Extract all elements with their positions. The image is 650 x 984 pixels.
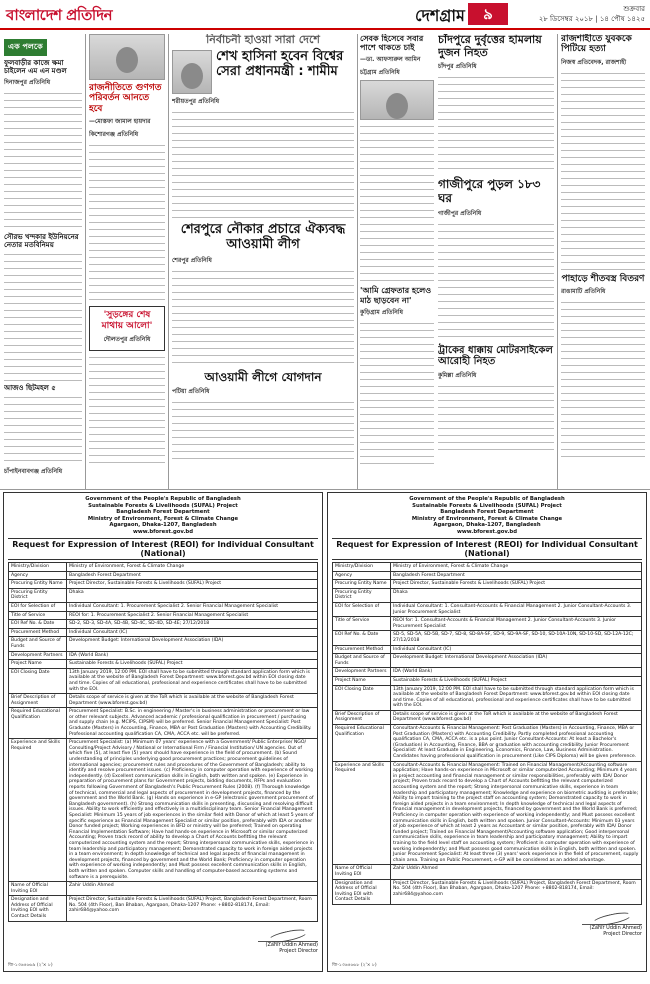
notice-row [9, 668, 318, 693]
notice-row [333, 631, 642, 645]
notice-row [9, 637, 318, 651]
winter-headline: পাহাড়ে শীতবস্ত্র বিতরণ [561, 273, 645, 284]
notice-row-key: EOI Closing Date [333, 685, 391, 710]
notice-header-line: Bangladesh Forest Department [440, 509, 534, 515]
notice-row-value: Individual Consultant (IC) [67, 628, 318, 637]
notice-row-value: SD-5, SD-5A, SD-5B, SD-7, SD-8, SD-8A-SF, SD-9, SD-9A-SF, SD-10, SD-10A-10N, SD-10-SD, SD-12A-12C; 27/12/2018 [391, 631, 642, 645]
signature-mark [582, 911, 642, 925]
notice-row-value: Project Director, Sustainable Forests & Livelihoods (SUFAL) Project, Bangladesh Forest Department, Room No. 504 (4th Floor), Ban Bhaban, Agargaon, Dhaka-1207 Phone: +8802-818174, Email: zahir684@yahoo.com [67, 896, 318, 921]
notice-row-value: Individual Consultant: 1. Procurement Specialist 2. Senior Financial Management Specialist [67, 602, 318, 611]
notice-row [333, 668, 642, 677]
murder-byline: নিজস্ব প্রতিবেদক, রাজশাহী [561, 58, 627, 66]
lead-header [172, 50, 354, 94]
date-day: শুক্রবার [623, 5, 645, 13]
notice-header-line: Ministry of Environment, Forest & Climate Change [411, 515, 563, 522]
notice-row [9, 651, 318, 660]
notice-right-signature [332, 911, 642, 937]
notice-row [9, 882, 318, 896]
notice-row [9, 660, 318, 669]
notice-row [333, 617, 642, 631]
notice-row [9, 580, 318, 589]
notice-row-value: Dhaka [67, 588, 318, 602]
notice-row-key: EOI for Selection of [9, 602, 67, 611]
candidate-photo [360, 80, 434, 120]
notice-header-line: Sustainable Forests & Livelihoods (SUFAL) Project [412, 502, 562, 509]
notice-row-key: Procuring Entity Name [333, 580, 391, 589]
notice-left-signature [8, 928, 318, 954]
book-ad [89, 306, 165, 351]
book-ad-byline: দৌলতপুর প্রতিনিধি [103, 335, 151, 343]
notice-row [333, 685, 642, 710]
notice-header-line: Agargaon, Dhaka-1207, Bangladesh [109, 522, 217, 528]
fire-body [438, 221, 554, 341]
notice-row-key: Procuring Entity District [333, 588, 391, 602]
notice-row-key: Name of Official Inviting EOI [9, 882, 67, 896]
notice-row-value: Zahir Uddin Ahmed [67, 882, 318, 896]
notice-left-title: Request for Expression of Interest (REOI) for Individual Consultant (National) [8, 538, 318, 560]
notice-right-ref: জি-১৩৬৪৬৬৮ (২'× ৮) [332, 963, 377, 968]
notice-row-value: REOI for: 1. Consultant-Accounts & Financial Management 2. Junior Consultant-Accounts 3. Junior Procurement Specialist [391, 617, 642, 631]
notice-row-value: REOI for: 1. Procurement Specialist 2. Senior Financial Management Specialist [67, 611, 318, 620]
notice-row-key: Development Partners [333, 668, 391, 677]
notice-row [333, 571, 642, 580]
notice-row-value: Bangladesh Forest Department [67, 571, 318, 580]
notice-row-value: 13th January 2019, 12:00 PM. EOI shall have to be submitted through standard application form which is available at the website of Bangladesh Forest Department: www.bforest.gov.bd within EOI closing date and time. Copies of all educational, professional and experience certificates shall have to be submitted with the EOI. [67, 668, 318, 693]
candidate-speaker: —ডা. আফসারুল আমিন [360, 56, 421, 64]
lead-kicker: নির্বাচনী হাওয়া সারা দেশে [206, 34, 320, 46]
book-body [89, 354, 165, 464]
notice-row [9, 571, 318, 580]
notice-left-table [8, 562, 318, 922]
notice-row-value: Dhaka [391, 588, 642, 602]
notice-row [333, 761, 642, 865]
brief3-headline: আজও ছিটমহল ৫ [4, 384, 56, 393]
column-candidates [360, 34, 434, 489]
notice-row-key: Required Educational Qualification [333, 725, 391, 762]
notice-row-key: Project Name [333, 676, 391, 685]
brief3-body [4, 394, 82, 464]
notice-row-value: Details scope of service is given at the ToR which is available at the website of Bangladesh Forest Department (www.bforest.gov.bd) [67, 694, 318, 708]
murder-body [561, 70, 645, 270]
notice-header-line: www.bforest.gov.bd [456, 528, 518, 535]
notice-row [9, 739, 318, 882]
notice-right-title: Request for Expression of Interest (REOI) for Individual Consultant (National) [332, 538, 642, 560]
notice-header-line: Bangladesh Forest Department [116, 509, 210, 515]
column-rule [357, 34, 358, 489]
notice-row [9, 708, 318, 739]
notice-row-value: Consultant-Accounts & Financial Management: Post Graduation (Masters) in Accounting, Finance, MBA or Post Graduation (Masters) with Accounting Credibility. Partly completed professional accounting qualification CA, CMA, ACCA etc. is a plus point. Junior Consultant-Accounts: At least a Bachelor's (Graduation) in Accounting, Finance, BBA or graduation with accounting credibility. Junior Procurement Specialist: At least Graduate in Engineering, Economics, Finance, Law, Business Administration. Candidates having professional qualification in procurement (Like CIPS Diploma) will be given preference. [391, 725, 642, 762]
section-divider [0, 489, 650, 490]
politics-byline: কিশোরগঞ্জ প্রতিনিধি [89, 131, 139, 139]
notice-header-line: Ministry of Environment, Forest & Climate Change [87, 515, 239, 522]
book-ad-title: 'সুড়ঙ্গের শেষ মাথায় আলো' [101, 310, 153, 331]
notice-row-key: Procurement Method [9, 628, 67, 637]
notice-row-value: Development Budget: International Development Association (IDA) [391, 654, 642, 668]
notice-row-value: Ministry of Environment, Forest & Climate Change [391, 563, 642, 572]
section-name: দেশগ্রাম [415, 6, 465, 25]
notice-row-value: Project Director, Sustainable Forests & Livelihoods (SUFAL) Project [391, 580, 642, 589]
notice-row-value: Development Budget: International Development Association (IDA) [67, 637, 318, 651]
page-number: ৯ [468, 3, 508, 25]
lead-story [172, 34, 354, 489]
politics-body [89, 142, 165, 302]
notice-row-key: Title of Service [333, 617, 391, 631]
notice-row [333, 580, 642, 589]
notice-row-key: Project Name [9, 660, 67, 669]
notice-row-value: Individual Consultant (IC) [391, 645, 642, 654]
brief3-byline: চাঁপাইনবাবগঞ্জ প্রতিনিধি [4, 468, 63, 476]
column-politics [89, 34, 165, 489]
notice-row-key: Ministry/Division [333, 563, 391, 572]
signature-title: Project Director [603, 930, 642, 937]
notice-row [9, 611, 318, 620]
notice-row [333, 710, 642, 724]
notice-left [3, 492, 323, 972]
notice-row [333, 602, 642, 616]
sub-headline: শেরপুরে নৌকার প্রচারে ঐক্যবদ্ধ আওয়ামী লীগ [180, 221, 346, 252]
signature-mark [258, 928, 318, 942]
notice-row-key: EOI Closing Date [9, 668, 67, 693]
notice-left-ref: জি-১৩৬৪৬৬৯ (২'× ৮) [8, 963, 53, 968]
notice-row-value: Consultant-Accounts & Financial Management: Trained on Financial Management/Accounting software application; Have hands-on experience in Microsoft or similar computerized Accounting; Minimum 4 years in project accounting and financial management or similar responsibilities, preferably with IDA/ Donor project; Proven track record to develop a Chart of Accounts befitting the relevant computerized accounting system and the report; Strong interpersonal communicative skills, experience in team leadership and participatory management; Knowledge and experience on biometric auditing is preferable; Ability to impart training to the project staff on accounting system; Demonstrated capacity to work in foreign aided projects in a team environment; In depth knowledge of technical and legal aspects of financial management in development projects, financed by government and the World Bank is preferred; Proficiency in computer operation with experience of working independently; and Must possess excellent communication skills in English, both written and spoken. Junior Consultant-Accounts: Minimum 03 years of job experience of which at least 2 years as Accountant or similar position, preferably with IDA/ Donor funded project; Trained on Financial Management/Accounting software application; Good interpersonal communicative skills, experience in team leadership and participatory management; Ability to impart training to the field level staff on accounting system; Proficient in computer operation with experience of working independently; and Must possess good communication skills in English, both written and spoken. Junior Procurement Specialist: At least three (3) years' work experience in the field of procurement, supply chain area. Training on Public Procurement, e-GP will be considered as an added advantage. [391, 761, 642, 865]
notice-row-key: Brief Description of Assignment [333, 710, 391, 724]
notice-row-key: EOI Ref No. & Date [333, 631, 391, 645]
signature-title: Project Director [279, 947, 318, 954]
column-rule [168, 34, 169, 489]
column-crime [438, 34, 554, 489]
candidate-byline: চট্টগ্রাম প্রতিনিধি [360, 69, 400, 77]
arrest-body [360, 320, 434, 470]
fire-headline: গাজীপুরে পুড়ল ১৮৩ ঘর [438, 177, 541, 206]
lead-body [172, 109, 354, 219]
notice-row-value: Zahir Uddin Ahmed [391, 865, 642, 879]
notice-row [333, 563, 642, 572]
notice-row-value: IDA (World Bank) [67, 651, 318, 660]
brief2-body [4, 251, 82, 381]
winter-byline: রাঙামাটি প্রতিনিধি [561, 288, 606, 296]
notice-row-key: Experience and Skills Required [9, 739, 67, 882]
notice-row [9, 896, 318, 921]
notice-row [333, 879, 642, 904]
notice-row-key: Procuring Entity Name [9, 580, 67, 589]
notice-row-key: Ministry/Division [9, 563, 67, 572]
accident-byline: কুমিল্লা প্রতিনিধি [438, 371, 477, 379]
accident-headline: ট্রাকের ধাক্কায় মোটরসাইকেল আরোহী নিহত [438, 344, 553, 368]
notice-header-line: Government of the People's Republic of Bangladesh [85, 496, 241, 502]
notice-row-key: Agency [333, 571, 391, 580]
attack-body [438, 74, 554, 174]
notice-header-line: Government of the People's Republic of Bangladesh [409, 496, 565, 502]
lead-byline: শরীয়তপুর প্রতিনিধি [172, 97, 220, 105]
column-rule [85, 34, 86, 489]
sub2-headline: আওয়ামী লীগে যোগদান [204, 369, 322, 384]
notice-row-key: Procuring Entity District [9, 588, 67, 602]
notice-row [9, 602, 318, 611]
notice-header-line: Sustainable Forests & Livelihoods (SUFAL) Project [88, 502, 238, 509]
arrest-headline: 'আমি গ্রেফতার হলেও মাঠ ছাড়বেন না' [360, 286, 432, 305]
date-full: ২৮ ডিসেম্বর ২০১৮ | ১৪ পৌষ ১৪২৫ [538, 15, 645, 23]
notice-row [9, 588, 318, 602]
arrest-byline: কুড়িগ্রাম প্রতিনিধি [360, 308, 403, 316]
accident-body [438, 383, 554, 453]
notice-row-value: Details scope of service is given at the ToR which is available at the website of Bangladesh Forest Department (www.bforest.gov.bd) [391, 710, 642, 724]
notice-row [9, 628, 318, 637]
notice-row [333, 676, 642, 685]
notice-row [333, 654, 642, 668]
signature-name: (Zahir Uddin Ahmed) [589, 924, 642, 931]
notice-row-key: EOI for Selection of [333, 602, 391, 616]
notice-right-table [332, 562, 642, 905]
politics-headline: রাজনীতিতে গুণগত পরিবর্তন আনতে হবে [89, 83, 162, 114]
murder-headline: রাজশাহীতে যুবককে পিটিয়ে হত্যা [561, 34, 632, 55]
brief1-body [4, 90, 82, 230]
notice-row-value: Project Director, Sustainable Forests & Livelihoods (SUFAL) Project [67, 580, 318, 589]
brief1-headline: ফুলবাড়ীর কাজে ক্ষমা চাইলেন এম এন মণ্ডল [4, 59, 67, 76]
column-briefs [4, 34, 82, 489]
notice-row-key: Designation and Address of Official Inviting EOI with Contact Details [9, 896, 67, 921]
notice-row-key: Brief Description of Assignment [9, 694, 67, 708]
notice-row-key: Agency [9, 571, 67, 580]
signature-name: (Zahir Uddin Ahmed) [265, 941, 318, 948]
notice-row-key: Budget and Source of Funds [9, 637, 67, 651]
paper-name: বাংলাদেশ প্রতিদিন [6, 6, 113, 24]
notice-header-line: Agargaon, Dhaka-1207, Bangladesh [433, 522, 541, 528]
notice-row-value: Project Director, Sustainable Forests & Livelihoods (SUFAL) Project, Bangladesh Forest Department, Room No. 504 (4th Floor), Ban Bhaban, Agargaon, Dhaka-1207 Phone: +8802-818174, Email: zahir684@yahoo.com [391, 879, 642, 904]
notice-row-value: Bangladesh Forest Department [391, 571, 642, 580]
winter-body [561, 299, 645, 459]
notice-row-value: Individual Consultant: 1. Consultant-Accounts & Financial Management 2. Junior Consultant-Accounts 3. Junior Procurement Specialist [391, 602, 642, 616]
column-regional [561, 34, 645, 489]
notice-row [333, 865, 642, 879]
notice-right [327, 492, 647, 972]
fire-byline: গাজীপুর প্রতিনিধি [438, 209, 482, 217]
notice-left-header [8, 496, 318, 535]
column-rule [557, 34, 558, 489]
notice-row [9, 694, 318, 708]
notice-row [333, 725, 642, 762]
notice-row-value: Ministry of Environment, Forest & Climate Change [67, 563, 318, 572]
notice-row [333, 645, 642, 654]
lead-photo [172, 50, 212, 94]
brief2-headline: সৌরভ খন্দকার ইউনিয়নের নেতার মতবিনিময় [4, 233, 79, 250]
attack-byline: চাঁদপুর প্রতিনিধি [438, 63, 477, 71]
notice-row-key: Budget and Source of Funds [333, 654, 391, 668]
notice-row-value: IDA (World Bank) [391, 668, 642, 677]
notice-row [333, 588, 642, 602]
notice-row-key: Name of Official Inviting EOI [333, 865, 391, 879]
candidate-headline: সেবক হিসেবে সবার পাশে থাকতে চাই [360, 34, 424, 53]
notice-row-key: Title of Service [9, 611, 67, 620]
politics-speaker: —মোস্তফা জামাল হায়দার [89, 118, 151, 126]
speaker-photo [89, 34, 165, 80]
notice-row-value: 13th January 2019, 12:00 PM. EOI shall have to be submitted through standard application form which is available at the website of Bangladesh Forest Department: www.bforest.gov.bd within EOI closing date and time. Copies of all educational, professional and experience certificates shall have to be submitted with the EOI. [391, 685, 642, 710]
notice-row-key: Required Educational Qualification [9, 708, 67, 739]
notice-right-header [332, 496, 642, 535]
date-line [515, 4, 645, 24]
notice-row-value: Sustainable Forests & Livelihoods (SUFAL) Project [67, 660, 318, 669]
notice-row-key: Experience and Skills Required [333, 761, 391, 865]
notice-row-value: Sustainable Forests & Livelihoods (SUFAL) Project [391, 676, 642, 685]
notice-row-value: SD-2, SD-3, SD-4A, SD-4B, SD-4C, SD-4D, SD-4E; 27/12/2018 [67, 620, 318, 629]
notice-row-value: Procurement Specialist: (a) Minimum 07 years' experience with a Government/ Public Enterprise/ NGO/ Consulting/Project Advisory / National or International Firm / Financial Institution/ UN agencies. Out of which five (5), at least five (5) years should have experience in the field of procurement. (b) Sound understanding of principles underlying good procurement practices; procurement guidelines of international agencies; procurement rules and procedures of the Government of Bangladesh; ability to identify and resolve procurement issues. (c) Proficiency in computer operation with experience of working independently. (d) Excellent communication skills in English, both written and spoken. (e) Experience in preparation of procurement plans for Government projects, bidding documents, RFPs and evaluation reports following Government of Bangladesh's Public Procurement Rules (2008). (f) Thorough knowledge of technical, commercial and legal aspects of procurement in development projects, financed by the government and the World Bank. (g) Hands on experience in e-GP (electronic government procurement of Bangladesh government). (h) Strong communication skills in presenting, discussing and resolving difficult issues. Ability to work efficiently and effectively in a multidisciplinary team. Senior Financial Management Specialist: Minimum 15 years of job experiences in the similar field with Donor of which at least 5 years of specific experience as Financial Management Specialist or similar position, preferably with IDA or another Donor funded project; Working experiences in BFD or ministry will be preferred; Trained on operating Financial Implementation Software; Have had hands-on experience in Microsoft or similar computerized Accounting; Proven track record of ability to develop a Chart of Accounts befitting the relevant computerized accounting system and the report; Strong interpersonal communicative skills, experience in team leadership and participatory management; Demonstrated capacity to work in foreign aided projects in a team environment; In depth knowledge of technical and legal aspects of financial management in development projects, financed by government and the World Bank; Proficiency in computer operation with experience of working independently; and Must possess excellent communication skills in English, both written and spoken. Computer skills and handling of computer-based accounting systems and software is a prerequisite. [67, 739, 318, 882]
sub2-body [172, 399, 354, 459]
briefs-kicker: এক পলকে [4, 39, 47, 56]
attack-headline: চাঁদপুরে দুর্বৃত্তের হামলায় দুজন নিহত [438, 34, 542, 59]
notice-header-line: www.bforest.gov.bd [132, 528, 194, 535]
notice-row-value: Procurement Specialist: B.Sc. in engineering / Master's in business administration or procurement or law or other relevant subjects. Advanced academic / professional qualification in procurement / purchasing and supply chain (e.g. MCIPS, CIPSM) will be preferred. Senior Financial Management Specialist: Post Graduate (Masters) in Accounting, Finance, MBA or Post Graduation (Masters) with Accounting Credibility. Professional accounting qualification CA, CMA, ACCA etc. will be preferred. [67, 708, 318, 739]
lead-headline: শেখ হাসিনা হবেন বিশ্বের সেরা প্রধানমন্ত্রী : শামীম [216, 48, 344, 79]
notice-row [9, 620, 318, 629]
masthead [0, 0, 650, 30]
notice-row [9, 563, 318, 572]
notice-row-key: EOI Ref No. & Date [9, 620, 67, 629]
candidate-body [360, 123, 434, 283]
notice-row-key: Development Partners [9, 651, 67, 660]
brief1-byline: দিনাজপুর প্রতিনিধি [4, 79, 51, 87]
notice-row-key: Procurement Method [333, 645, 391, 654]
notice-row-key: Designation and Address of Official Inviting EOI with Contact Details [333, 879, 391, 904]
sub-byline: শেরপুর প্রতিনিধি [172, 256, 212, 264]
sub2-byline: পটিয়া প্রতিনিধি [172, 388, 210, 396]
sub-body [172, 268, 354, 368]
